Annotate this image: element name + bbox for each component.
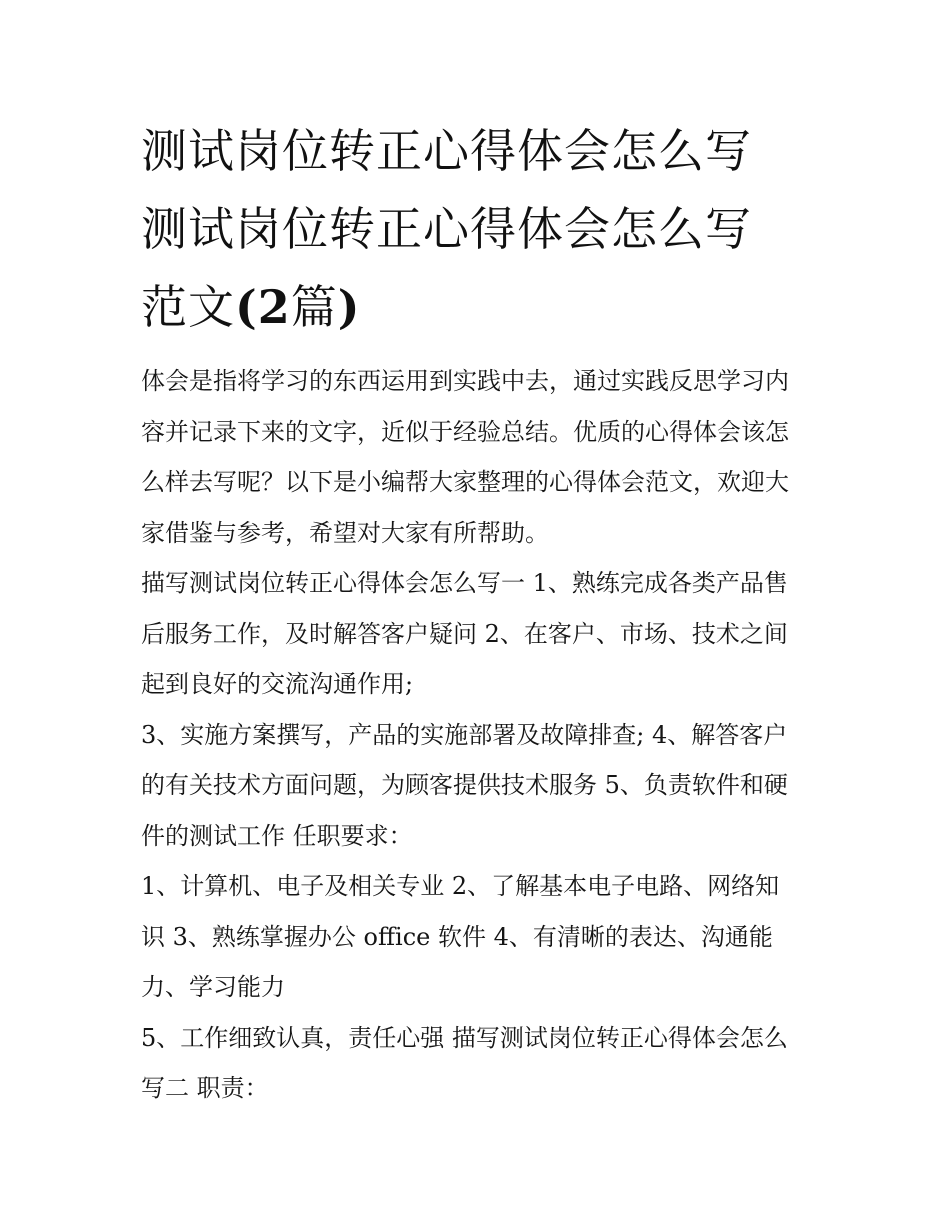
title-line: 测试岗位转正心得体会怎么写 <box>141 124 752 178</box>
text-line: 容并记录下来的文字，近似于经验总结。优质的心得体会该怎 <box>141 417 789 446</box>
title-bold-close: ) <box>337 280 361 334</box>
title-line <box>141 268 821 346</box>
text-line: 的有关技术方面问题，为顾客提供技术服务 5、负责软件和硬 <box>141 771 788 799</box>
title-line: 测试岗位转正心得体会怎么写 <box>141 202 752 256</box>
paragraph-requirements <box>141 861 821 1013</box>
document-body <box>141 356 821 1114</box>
text-line: 5、工作细致认真，责任心强 描写测试岗位转正心得体会怎么 <box>141 1023 788 1052</box>
text-line: 描写测试岗位转正心得体会怎么写一 1、熟练完成各类产品售 <box>141 569 788 597</box>
text-line: 家借鉴与参考，希望对大家有所帮助。 <box>141 518 549 547</box>
text-line: 3、实施方案撰写，产品的实施部署及故障排查; 4、解答客户 <box>141 720 788 749</box>
text-line: 体会是指将学习的东西运用到实践中去，通过实践反思学习内 <box>141 367 789 395</box>
paragraph-duties-2 <box>141 710 821 862</box>
text-line: 识 3、熟练掌握办公 office 软件 4、有清晰的表达、沟通能 <box>141 922 773 951</box>
title-prefix: 范文 <box>141 280 235 334</box>
paragraph-intro <box>141 356 821 558</box>
paragraph-duties-1 <box>141 558 821 710</box>
document-title <box>141 112 821 346</box>
text-line: 么样去写呢？以下是小编帮大家整理的心得体会范文，欢迎大 <box>141 468 789 496</box>
text-line: 件的测试工作 任职要求： <box>141 821 413 850</box>
document-page <box>141 112 821 1114</box>
text-line: 1、计算机、电子及相关专业 2、了解基本电子电路、网络知 <box>141 872 780 900</box>
title-bold-open: (2 <box>235 280 291 334</box>
text-line: 后服务工作，及时解答客户疑问 2、在客户、市场、技术之间 <box>141 619 788 648</box>
title-middle: 篇 <box>290 280 338 334</box>
text-line: 起到良好的交流沟通作用; <box>141 670 414 698</box>
text-line: 写二 职责： <box>141 1074 269 1102</box>
paragraph-section-two <box>141 1013 821 1114</box>
text-line: 力、学习能力 <box>141 973 285 1001</box>
